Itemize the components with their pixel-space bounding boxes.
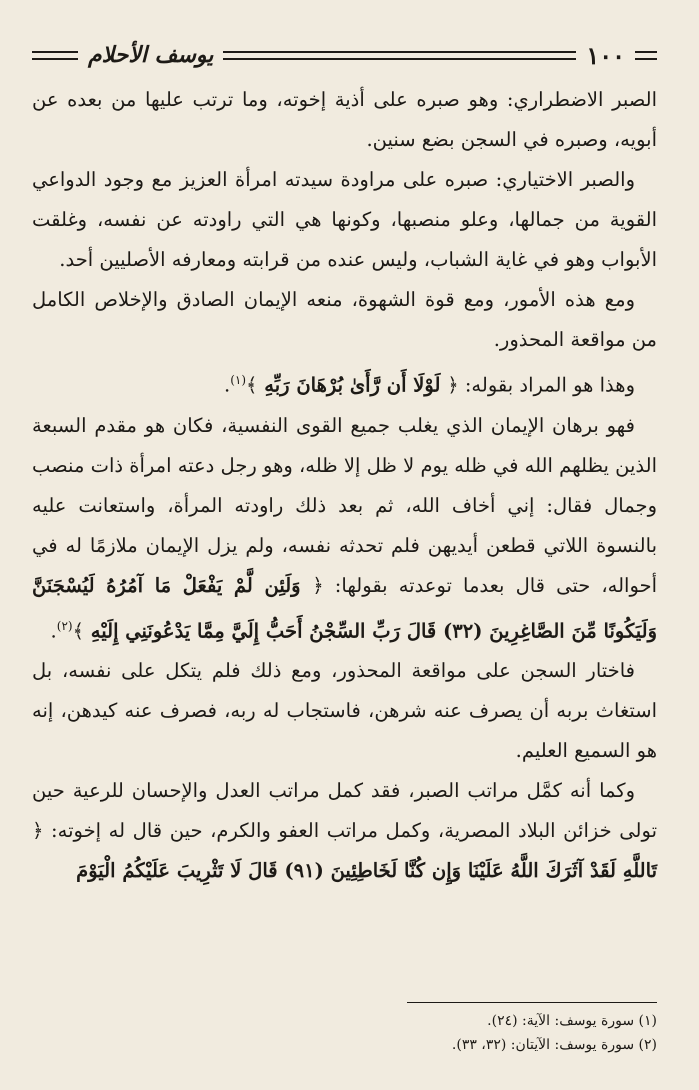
paragraph (32, 651, 657, 771)
footnote-2: (٢) سورة يوسف: الآيتان: (٣٢، ٣٣). (451, 1037, 657, 1053)
quran-verse: تَاللَّهِ لَقَدْ آثَرَكَ اللَّهُ عَلَيْنَا وَإِن كُنَّا لَخَاطِئِينَ (٩١) قَالَ لَا تَثْرِيبَ عَلَيْكُمُ الْيَوْمَ (76, 859, 657, 882)
text-segment: فاختار السجن على مواقعة المحذور، ومع ذلك فلم يتكل على نفسه، بل استغاث بربه أن يصرف عنه شرهن، فاستجاب له ربه، فصرف عنه كيدهن، إنه هو السميع العليم. (32, 659, 657, 762)
text-segment: والصبر الاختياري: صبره على مراودة سيدته امرأة العزيز مع وجود الدواعي القوية من جمالها، وعلو منصبها، وكونها هي التي راودته عن نفسه، وغلقت الأبواب وهو في غاية الشباب، وليس عنده من قرابته ومعارفه الأصليين أحد. (32, 168, 657, 271)
verse-bracket: ﴾ (246, 373, 258, 397)
page-header (32, 38, 657, 72)
text-segment: وهذا هو المراد بقوله: (458, 373, 635, 397)
header-rule-right (635, 51, 657, 60)
text-segment: . (224, 373, 231, 397)
running-title: يوسف الأحلام (88, 42, 214, 68)
header-rule-middle (223, 51, 576, 60)
footnote-marker: (٢) (56, 618, 73, 633)
body-text (32, 80, 657, 891)
paragraph (32, 360, 657, 406)
footnote-1: (١) سورة يوسف: الآية: (٢٤). (487, 1013, 657, 1029)
text-segment: فهو برهان الإيمان الذي يغلب جميع القوى النفسية، فكان هو مقدم السبعة الذين يظلهم الله في ظله يوم لا ظل إلا ظله، وهو رجل دعته امرأة ذات منصب وجمال فقال: إني أخاف الله، ثم بعد ذلك راودته المرأة، واستعانت عليه بالنسوة اللاتي قطعن أيديهن فلم تحدثه نفسه، ولم يزل الإيمان ملازمًا له في أحواله، حتى قال بعدما توعدته بقولها: (32, 413, 658, 597)
paragraph (32, 280, 657, 360)
text-segment: . (50, 619, 57, 642)
verse-bracket: ﴿ (32, 819, 44, 842)
quran-verse: لَوْلَا أَن رَّأَىٰ بُرْهَانَ رَبِّهِ (257, 373, 448, 397)
footnote-separator (407, 1002, 657, 1003)
paragraph (32, 771, 657, 891)
text-segment: الصبر الاضطراري: وهو صبره على أذية إخوته، وما ترتب عليها من بعده عن أبويه، وصبره في السجن بضع سنين. (32, 88, 657, 151)
footnotes (32, 1002, 657, 1057)
text-segment: ومع هذه الأمور، ومع قوة الشهوة، منعه الإيمان الصادق والإخلاص الكامل من مواقعة المحذور. (32, 288, 657, 351)
paragraph (32, 80, 657, 160)
verse-bracket: ﴿ (447, 373, 459, 397)
verse-bracket: ﴾ (72, 619, 85, 642)
text-segment: وكما أنه كمَّل مراتب الصبر، فقد كمل مراتب العدل والإحسان للرعية حين تولى خزائن البلاد المصرية، وكمل مراتب العفو والكرم، حين قال له إخوته: (32, 779, 657, 842)
paragraph (32, 406, 657, 652)
page-number: ١٠٠ (586, 40, 625, 70)
footnote-marker: (١) (230, 373, 247, 387)
paragraph (32, 160, 657, 280)
verse-bracket: ﴿ (312, 573, 324, 597)
quran-verse: وَلَئِن لَّمْ يَفْعَلْ مَا آمُرُهُ لَيُسْجَنَنَّ وَلَيَكُونًا مِّنَ الصَّاغِرِينَ (٣٢) قَالَ رَبِّ السِّجْنُ أَحَبُّ إِلَيَّ مِمَّا يَدْعُونَنِي إِلَيْهِ (32, 573, 657, 642)
header-rule-left (32, 51, 78, 60)
